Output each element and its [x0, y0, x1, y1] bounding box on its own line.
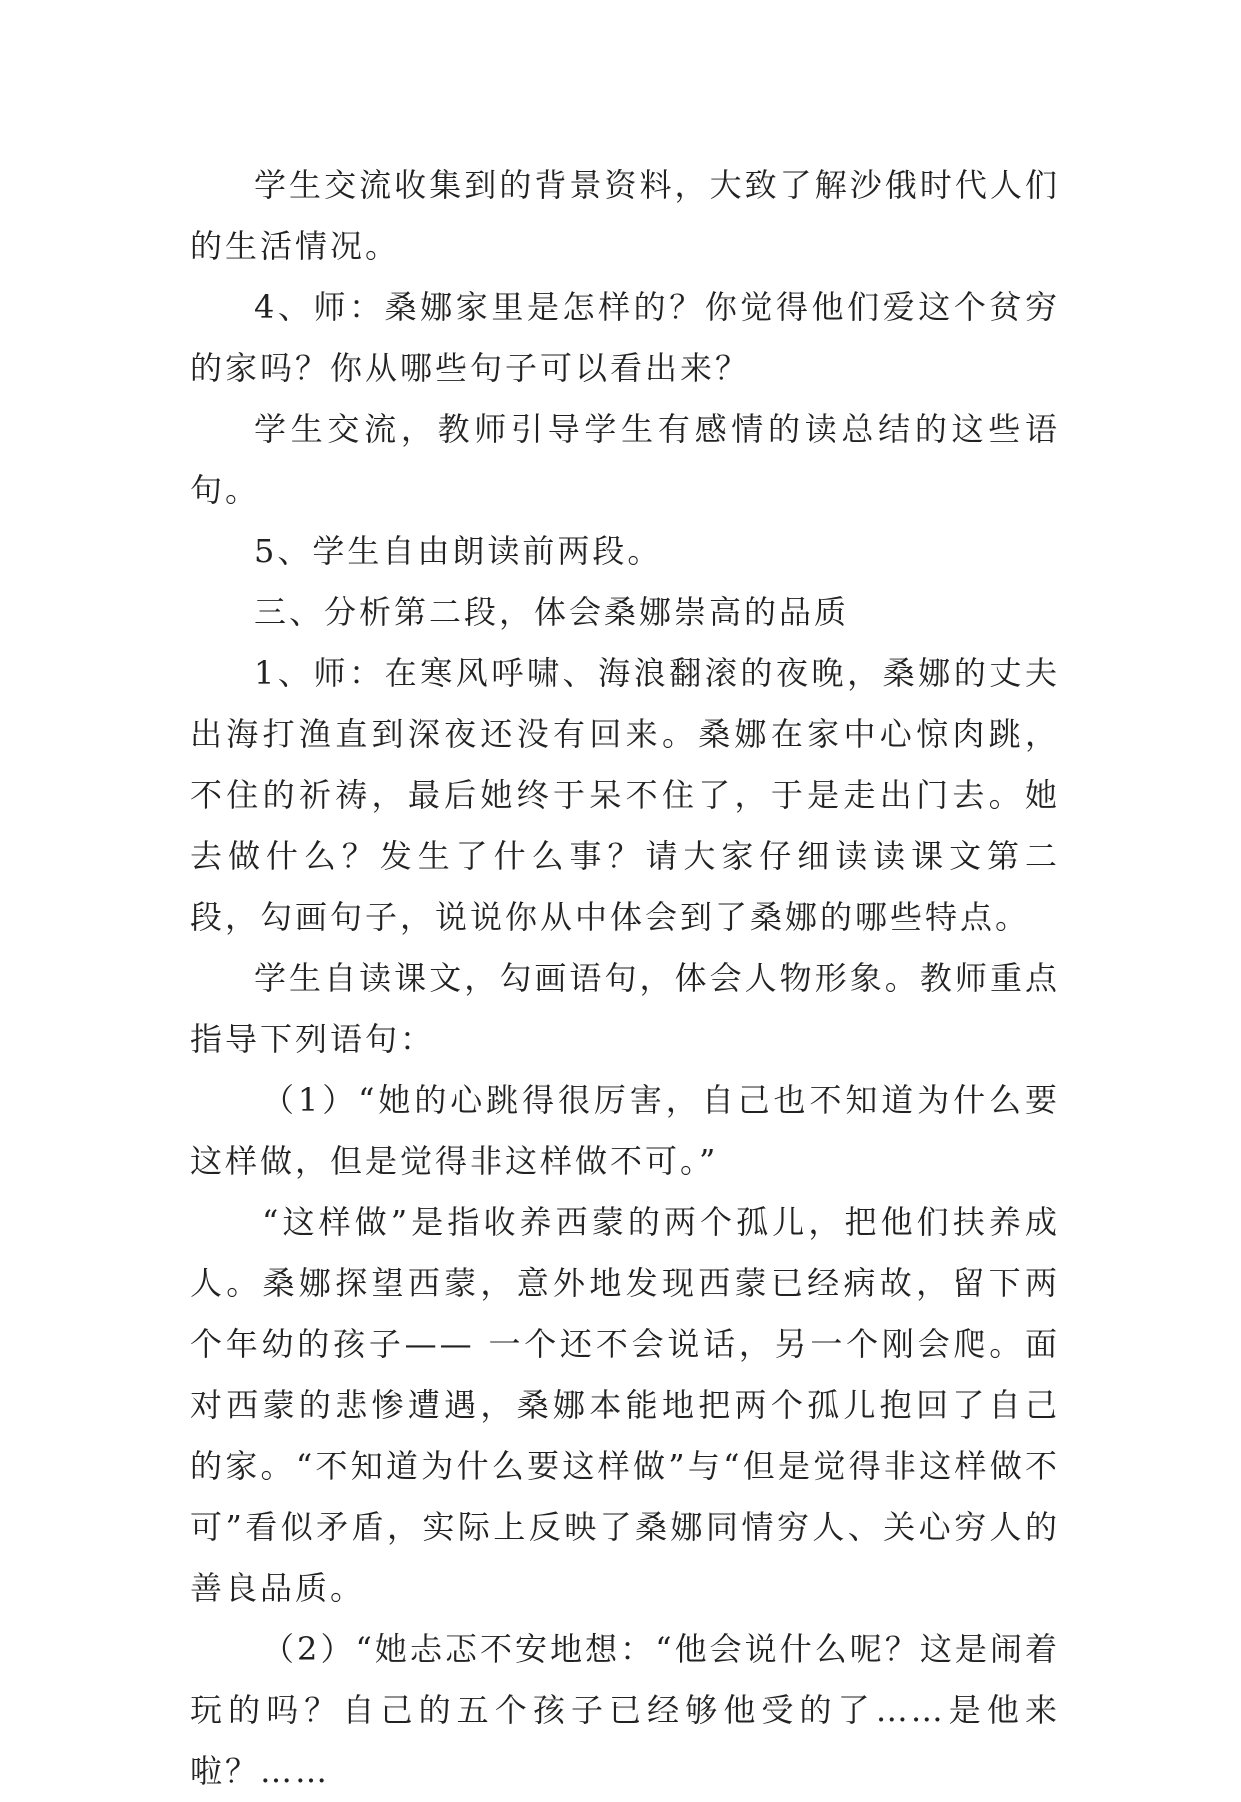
paragraph-background-materials: 学生交流收集到的背景资料，大致了解沙俄时代人们的生活情况。 [190, 166, 1060, 265]
paragraph-self-reading: 学生自读课文，勾画语句，体会人物形象。教师重点指导下列语句： [190, 959, 1060, 1058]
paragraph-question-1: 1、师：在寒风呼啸、海浪翻滚的夜晚，桑娜的丈夫出海打渔直到深夜还没有回来。桑娜在家中心惊肉跳，不住的祈祷，最后她终于呆不住了，于是走出门去。她去做什么？发生了什么事？请大家仔细读读课文第二段，勾画句子，说说你从中体会到了桑娜的哪些特点。 [190, 654, 1060, 936]
paragraph-question-4: 4、师：桑娜家里是怎样的？你觉得他们爱这个贫穷的家吗？你从哪些句子可以看出来？ [190, 288, 1060, 387]
paragraph-student-discussion: 学生交流，教师引导学生有感情的读总结的这些语句。 [190, 410, 1060, 509]
document-body [190, 155, 1060, 1802]
paragraph-explanation: “这样做”是指收养西蒙的两个孤儿，把他们扶养成人。桑娜探望西蒙，意外地发现西蒙已经病故，留下两个年幼的孩子—— 一个还不会说话，另一个刚会爬。面对西蒙的悲惨遭遇，桑娜本能地把两个孤儿抱回了自己的家。“不知道为什么要这样做”与“但是觉得非这样做不可”看似矛盾，实际上反映了桑娜同情穷人、关心穷人的善良品质。 [190, 1203, 1060, 1607]
paragraph-quote-2: （2）“她忐忑不安地想：“他会说什么呢？这是闹着玩的吗？自己的五个孩子已经够他受的了……是他来啦？…… [190, 1630, 1060, 1790]
paragraph-step-5: 5、学生自由朗读前两段。 [254, 532, 663, 570]
section-heading-part-3: 三、分析第二段，体会桑娜崇高的品质 [254, 593, 850, 631]
paragraph-quote-1: （1）“她的心跳得很厉害，自己也不知道为什么要这样做，但是觉得非这样做不可。” [190, 1081, 1060, 1180]
